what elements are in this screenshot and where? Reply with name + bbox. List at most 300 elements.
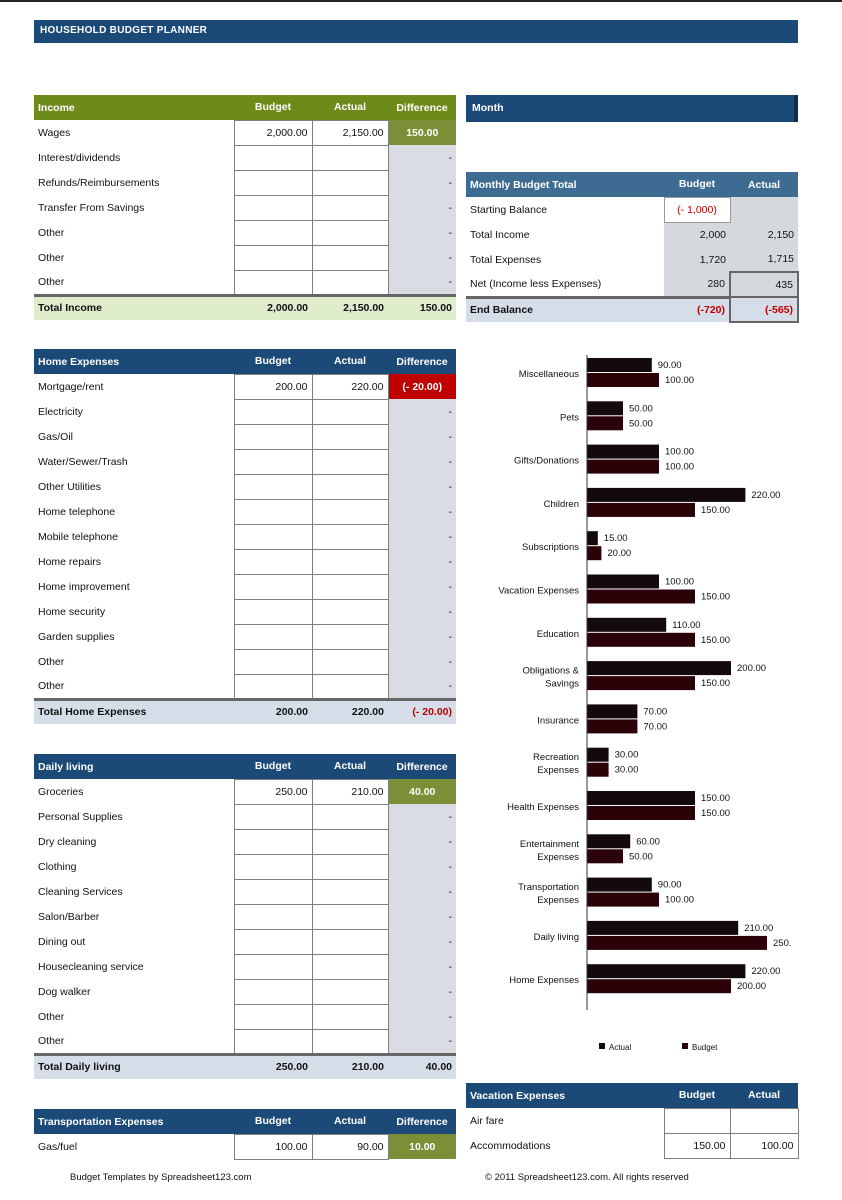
total-difference: (- 20.00) <box>388 699 456 724</box>
data-label: 70.00 <box>643 706 668 718</box>
actual-input[interactable] <box>312 979 388 1004</box>
budget-input[interactable] <box>234 474 312 499</box>
monthly-actual-value: 1,715 <box>730 247 798 272</box>
category-label: Children <box>543 498 579 510</box>
actual-input[interactable] <box>312 1029 388 1054</box>
vacation-expenses-table <box>466 1083 799 1159</box>
table-row <box>34 979 456 1004</box>
footer-credit: Budget Templates by Spreadsheet123.com <box>70 1172 252 1183</box>
table-row <box>34 220 456 245</box>
data-label: 50.00 <box>629 403 653 415</box>
budget-input[interactable]: 200.00 <box>234 374 312 399</box>
income-total-row <box>34 295 456 320</box>
row-label: Total Income <box>470 228 530 241</box>
budget-input[interactable] <box>234 245 312 270</box>
actual-input[interactable] <box>312 220 388 245</box>
budget-input[interactable] <box>234 574 312 599</box>
total-budget: 2,000.00 <box>234 295 312 320</box>
difference-value: - <box>388 399 456 424</box>
bar-budget <box>587 460 659 474</box>
column-header: Actual <box>730 1083 798 1108</box>
total-actual: 2,150.00 <box>312 295 388 320</box>
row-label: Dining out <box>38 935 86 948</box>
difference-value: - <box>388 649 456 674</box>
monthly-budget-value: 1,720 <box>664 247 730 272</box>
top-border <box>0 0 842 2</box>
transport-header-row <box>34 1109 456 1134</box>
difference-value: - <box>388 245 456 270</box>
budget-input[interactable] <box>234 954 312 979</box>
home-expenses-table <box>34 349 456 724</box>
total-label: Total Daily living <box>34 1054 234 1079</box>
data-label: 90.00 <box>657 360 682 371</box>
difference-value: - <box>388 599 456 624</box>
budget-input[interactable] <box>664 1108 730 1133</box>
monthly-actual-value <box>730 197 798 222</box>
table-row <box>34 599 456 624</box>
category-label: Pets <box>559 412 579 424</box>
bar-actual <box>587 445 659 459</box>
row-label: Other <box>38 226 65 239</box>
difference-value: - <box>388 624 456 649</box>
table-row <box>466 247 798 272</box>
difference-value: - <box>388 804 456 829</box>
data-label: 60.00 <box>636 836 660 848</box>
table-row <box>34 399 456 424</box>
bar-budget <box>587 546 601 560</box>
table-row <box>34 779 456 804</box>
budget-input[interactable] <box>234 424 312 449</box>
section-title: Monthly Budget Total <box>466 172 664 197</box>
actual-input[interactable]: 220.00 <box>312 374 388 399</box>
row-label: Total Expenses <box>470 253 542 266</box>
table-row <box>34 170 456 195</box>
row-label: Transfer From Savings <box>38 201 145 214</box>
bar-actual <box>587 921 738 935</box>
category-label: Daily living <box>533 931 579 943</box>
budget-input[interactable] <box>234 220 312 245</box>
actual-input[interactable] <box>312 954 388 979</box>
row-label: Mortgage/rent <box>38 380 104 393</box>
budget-input[interactable] <box>234 624 312 649</box>
bar-budget <box>587 763 609 777</box>
column-header: Budget <box>234 95 312 120</box>
actual-input[interactable] <box>312 574 388 599</box>
row-label: Housecleaning service <box>38 960 144 973</box>
budget-input[interactable]: 2,000.00 <box>234 120 312 145</box>
monthly-budget-table <box>466 172 799 323</box>
legend-label-actual: Actual <box>609 1043 632 1052</box>
data-label: 50.00 <box>629 851 653 863</box>
total-budget: 200.00 <box>234 699 312 724</box>
category-label: Obligations & <box>522 665 579 677</box>
section-title: Vacation Expenses <box>466 1083 664 1108</box>
monthly-budget-value: 2,000 <box>664 222 730 247</box>
actual-input[interactable] <box>312 424 388 449</box>
row-label: Home repairs <box>38 555 102 568</box>
row-label: Gas/Oil <box>38 430 74 443</box>
column-header: Actual <box>312 1109 388 1134</box>
difference-value: - <box>388 574 456 599</box>
actual-input[interactable] <box>312 804 388 829</box>
row-label: Refunds/Reimbursements <box>38 176 160 189</box>
total-difference: 40.00 <box>388 1054 456 1079</box>
table-row <box>34 649 456 674</box>
actual-input[interactable] <box>312 829 388 854</box>
budget-vs-actual-chart <box>466 355 842 1065</box>
bar-chart <box>466 355 842 1065</box>
budget-input[interactable] <box>234 270 312 295</box>
data-label: 210.00 <box>744 922 774 934</box>
difference-value: - <box>388 449 456 474</box>
data-label: 15.00 <box>603 533 628 545</box>
vacation-header-row <box>466 1083 798 1108</box>
actual-input[interactable] <box>312 649 388 674</box>
budget-input[interactable] <box>234 829 312 854</box>
data-label: 150.00 <box>701 634 731 646</box>
legend-label-budget: Budget <box>692 1043 718 1052</box>
daily-total-row <box>34 1054 456 1079</box>
budget-input[interactable] <box>234 399 312 424</box>
category-label: Education <box>536 628 579 640</box>
actual-input[interactable]: 100.00 <box>730 1133 798 1158</box>
category-label: Miscellaneous <box>518 369 579 380</box>
table-row <box>34 854 456 879</box>
actual-input[interactable] <box>312 145 388 170</box>
row-label: Groceries <box>38 785 84 798</box>
row-label: Cleaning Services <box>38 885 123 898</box>
table-row <box>34 624 456 649</box>
data-label: 200.00 <box>737 663 767 675</box>
table-row <box>34 674 456 699</box>
category-label: Vacation Expenses <box>498 585 579 597</box>
data-label: 150.00 <box>701 793 731 804</box>
column-header: Difference <box>388 349 456 374</box>
bar-actual <box>587 964 745 978</box>
column-header: Budget <box>234 349 312 374</box>
end-balance-budget: (-720) <box>664 297 730 322</box>
table-row <box>34 424 456 449</box>
actual-input[interactable] <box>312 474 388 499</box>
actual-input[interactable] <box>312 499 388 524</box>
category-label: Expenses <box>537 895 579 907</box>
actual-input[interactable] <box>312 904 388 929</box>
row-label: Other <box>38 1010 65 1023</box>
actual-input[interactable] <box>312 170 388 195</box>
column-header: Budget <box>234 1109 312 1134</box>
row-label: Garden supplies <box>38 630 115 643</box>
budget-input[interactable] <box>234 674 312 699</box>
actual-input[interactable] <box>312 1004 388 1029</box>
bar-actual <box>587 618 666 632</box>
actual-input[interactable]: 210.00 <box>312 779 388 804</box>
row-label: Gas/fuel <box>38 1140 78 1153</box>
budget-input[interactable] <box>234 979 312 1004</box>
income-header-row <box>34 95 456 120</box>
bar-actual <box>587 575 659 589</box>
data-label: 100.00 <box>665 461 695 473</box>
category-label: Insurance <box>537 715 579 727</box>
data-label: 220.00 <box>751 966 781 978</box>
data-label: 200.00 <box>737 981 767 993</box>
table-row <box>466 1133 798 1158</box>
legend-swatch-budget <box>682 1043 688 1049</box>
actual-input[interactable] <box>312 399 388 424</box>
actual-input[interactable] <box>312 524 388 549</box>
bar-budget <box>587 893 659 907</box>
row-label: Salon/Barber <box>38 910 100 923</box>
difference-value: - <box>388 674 456 699</box>
section-title: Income <box>34 95 234 120</box>
budget-input[interactable] <box>234 599 312 624</box>
table-row <box>466 222 798 247</box>
table-row <box>34 829 456 854</box>
table-row <box>34 804 456 829</box>
table-row <box>34 374 456 399</box>
difference-value: - <box>388 474 456 499</box>
row-label: Water/Sewer/Trash <box>38 455 128 468</box>
data-label: 100.00 <box>665 446 695 458</box>
actual-input[interactable] <box>312 549 388 574</box>
data-label: 100.00 <box>665 576 695 588</box>
bar-actual <box>587 358 652 372</box>
row-label: Other Utilities <box>38 480 102 493</box>
category-label: Expenses <box>537 851 579 863</box>
row-label: Net (Income less Expenses) <box>470 277 602 290</box>
difference-value: - <box>388 929 456 954</box>
actual-input[interactable] <box>312 854 388 879</box>
row-label: Interest/dividends <box>38 151 121 164</box>
column-header: Actual <box>312 349 388 374</box>
actual-input[interactable] <box>730 1108 798 1133</box>
bar-budget <box>587 719 637 733</box>
column-header: Actual <box>730 172 798 197</box>
category-label: Subscriptions <box>521 542 579 554</box>
table-row <box>34 270 456 295</box>
difference-value: - <box>388 979 456 1004</box>
data-label: 110.00 <box>672 619 701 631</box>
budget-input[interactable] <box>234 170 312 195</box>
column-header: Budget <box>664 172 730 197</box>
difference-value: - <box>388 1029 456 1054</box>
budget-input[interactable] <box>234 1029 312 1054</box>
total-actual: 220.00 <box>312 699 388 724</box>
actual-input[interactable]: 90.00 <box>312 1134 388 1159</box>
section-title: Transportation Expenses <box>34 1109 234 1134</box>
monthly-actual-value: 435 <box>730 272 798 297</box>
row-label: Home security <box>38 605 106 618</box>
difference-value: - <box>388 904 456 929</box>
row-label: Clothing <box>38 860 77 873</box>
category-label: Home Expenses <box>509 975 579 987</box>
data-label: 100.00 <box>665 894 695 906</box>
monthly-budget-value[interactable]: (- 1,000) <box>664 197 730 222</box>
table-row <box>34 879 456 904</box>
table-row <box>34 120 456 145</box>
difference-value: - <box>388 1004 456 1029</box>
bar-budget <box>587 590 695 604</box>
bar-actual <box>587 531 598 545</box>
bar-budget <box>587 503 695 517</box>
difference-value: - <box>388 195 456 220</box>
budget-input[interactable] <box>234 1004 312 1029</box>
bar-actual <box>587 488 745 502</box>
actual-input[interactable] <box>312 879 388 904</box>
bar-budget <box>587 416 623 430</box>
actual-input[interactable] <box>312 599 388 624</box>
data-label: 220.00 <box>751 489 781 501</box>
data-label: 150.00 <box>701 808 731 819</box>
difference-value: - <box>388 524 456 549</box>
actual-input[interactable] <box>312 195 388 220</box>
table-row <box>34 145 456 170</box>
table-row <box>34 245 456 270</box>
column-header: Budget <box>234 754 312 779</box>
table-row <box>34 929 456 954</box>
budget-input[interactable] <box>234 804 312 829</box>
budget-input[interactable] <box>234 929 312 954</box>
table-row <box>34 499 456 524</box>
column-header: Difference <box>388 1109 456 1134</box>
data-label: 50.00 <box>629 418 653 430</box>
daily-living-table <box>34 754 456 1079</box>
data-label: 30.00 <box>614 764 639 776</box>
table-row <box>34 449 456 474</box>
column-header: Actual <box>312 754 388 779</box>
actual-input[interactable] <box>312 624 388 649</box>
month-header[interactable]: Month <box>466 95 798 122</box>
section-title: Daily living <box>34 754 234 779</box>
budget-input[interactable] <box>234 499 312 524</box>
difference-value: 150.00 <box>388 120 456 145</box>
bar-actual <box>587 401 623 415</box>
monthly-actual-value: 2,150 <box>730 222 798 247</box>
table-row <box>34 1134 456 1159</box>
table-row <box>34 474 456 499</box>
row-label: Dry cleaning <box>38 835 97 848</box>
table-row <box>34 524 456 549</box>
category-label: Recreation <box>533 752 579 764</box>
category-label: Expenses <box>537 765 579 777</box>
page-title: HOUSEHOLD BUDGET PLANNER <box>34 20 798 43</box>
difference-value: - <box>388 220 456 245</box>
category-label: Transportation <box>518 882 579 894</box>
table-row <box>466 1108 798 1133</box>
category-label: Health Expenses <box>507 802 579 813</box>
legend-swatch-actual <box>599 1043 605 1049</box>
row-label: Personal Supplies <box>38 810 123 823</box>
difference-value: - <box>388 549 456 574</box>
budget-input[interactable]: 250.00 <box>234 779 312 804</box>
table-row <box>34 904 456 929</box>
row-label: Home improvement <box>38 580 130 593</box>
budget-input[interactable] <box>234 879 312 904</box>
budget-input[interactable] <box>234 145 312 170</box>
difference-value: - <box>388 424 456 449</box>
footer-copyright: © 2011 Spreadsheet123.com. All rights reserved <box>485 1172 689 1183</box>
difference-value: - <box>388 879 456 904</box>
actual-input[interactable] <box>312 245 388 270</box>
bar-actual <box>587 704 637 718</box>
actual-input[interactable]: 2,150.00 <box>312 120 388 145</box>
bar-budget <box>587 373 659 387</box>
table-row <box>466 272 798 297</box>
column-header: Difference <box>388 754 456 779</box>
difference-value: - <box>388 170 456 195</box>
budget-input[interactable]: 100.00 <box>234 1134 312 1159</box>
data-label: 150.00 <box>701 591 731 603</box>
data-label: 150.00 <box>701 678 731 690</box>
section-title: Home Expenses <box>34 349 234 374</box>
table-row <box>34 195 456 220</box>
bar-budget <box>587 849 623 863</box>
bar-actual <box>587 878 652 892</box>
bar-budget <box>587 936 767 950</box>
end-balance-label: End Balance <box>466 297 664 322</box>
budget-input[interactable] <box>234 524 312 549</box>
category-label: Entertainment <box>519 838 579 850</box>
data-label: 150.00 <box>701 504 731 516</box>
difference-value: - <box>388 954 456 979</box>
row-label: Dog walker <box>38 985 91 998</box>
difference-value: - <box>388 145 456 170</box>
daily-header-row <box>34 754 456 779</box>
bar-actual <box>587 661 731 675</box>
bar-budget <box>587 633 695 647</box>
monthly-budget-value: 280 <box>664 272 730 297</box>
difference-value: - <box>388 499 456 524</box>
bar-actual <box>587 748 609 762</box>
data-label: 90.00 <box>657 879 682 891</box>
bar-budget <box>587 806 695 820</box>
row-label: Wages <box>38 126 71 139</box>
monthly-header-row <box>466 172 798 197</box>
category-label: Savings <box>545 678 579 690</box>
difference-value: 10.00 <box>388 1134 456 1159</box>
bar-budget <box>587 979 731 993</box>
row-label: Mobile telephone <box>38 530 118 543</box>
end-balance-row <box>466 297 798 322</box>
row-label: Home telephone <box>38 505 116 518</box>
budget-input[interactable] <box>234 904 312 929</box>
actual-input[interactable] <box>312 270 388 295</box>
home-total-row <box>34 699 456 724</box>
budget-input[interactable] <box>234 649 312 674</box>
total-budget: 250.00 <box>234 1054 312 1079</box>
transportation-table <box>34 1109 456 1160</box>
difference-value: - <box>388 829 456 854</box>
end-balance-actual: (-565) <box>730 297 798 322</box>
total-actual: 210.00 <box>312 1054 388 1079</box>
budget-input[interactable] <box>234 449 312 474</box>
column-header: Actual <box>312 95 388 120</box>
table-row <box>34 574 456 599</box>
actual-input[interactable] <box>312 929 388 954</box>
data-label: 100.00 <box>665 375 695 386</box>
actual-input[interactable] <box>312 449 388 474</box>
row-label: Accommodations <box>470 1139 551 1152</box>
budget-input[interactable]: 150.00 <box>664 1133 730 1158</box>
budget-input[interactable] <box>234 195 312 220</box>
difference-value: 40.00 <box>388 779 456 804</box>
data-label: 30.00 <box>614 749 639 761</box>
budget-input[interactable] <box>234 549 312 574</box>
total-label: Total Home Expenses <box>34 699 234 724</box>
table-row <box>34 1004 456 1029</box>
actual-input[interactable] <box>312 674 388 699</box>
budget-input[interactable] <box>234 854 312 879</box>
difference-value: - <box>388 270 456 295</box>
